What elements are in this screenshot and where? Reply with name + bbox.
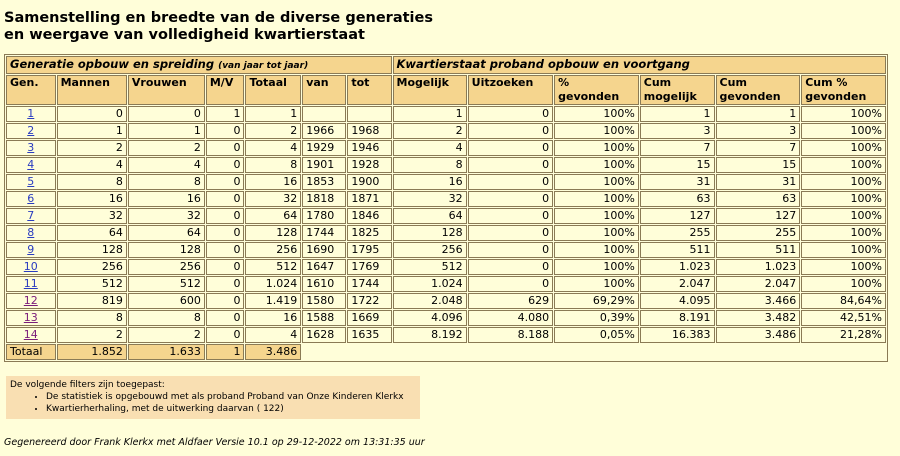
cell-cum-mog: 15	[640, 157, 715, 173]
cell-uitzoeken: 0	[468, 157, 553, 173]
cell-uitzoeken: 629	[468, 293, 553, 309]
cell-tot: 1722	[347, 293, 391, 309]
cell-totaal: 1	[245, 106, 301, 122]
cell-gen	[6, 242, 56, 258]
table-row	[6, 327, 886, 343]
table-row	[6, 123, 886, 139]
cell-tot: 1669	[347, 310, 391, 326]
col-header-cum-pct-line2: gevonden	[805, 90, 867, 103]
cell-cum-pct: 42,51%	[801, 310, 886, 326]
cell-totaal: 1.419	[245, 293, 301, 309]
col-header-totaal: Totaal	[245, 75, 301, 105]
cell-van: 1966	[302, 123, 346, 139]
cell-totaal: 4	[245, 140, 301, 156]
cell-cum-gev: 3.466	[716, 293, 801, 309]
cell-cum-mog: 1	[640, 106, 715, 122]
cell-gen	[6, 276, 56, 292]
cell-mannen: 64	[57, 225, 127, 241]
total-mannen: 1.852	[57, 344, 127, 360]
group-header-kwartierstaat	[393, 56, 887, 74]
cell-pct: 100%	[554, 191, 639, 207]
cell-totaal: 8	[245, 157, 301, 173]
generation-link[interactable]: 14	[23, 328, 38, 341]
cell-vrouwen: 128	[128, 242, 205, 258]
cell-cum-gev: 255	[716, 225, 801, 241]
cell-cum-pct: 100%	[801, 191, 886, 207]
table-body	[6, 106, 886, 343]
cell-mv: 0	[206, 140, 245, 156]
cell-mv: 0	[206, 157, 245, 173]
cell-vrouwen: 512	[128, 276, 205, 292]
cell-vrouwen: 1	[128, 123, 205, 139]
generation-link[interactable]: 5	[27, 175, 35, 188]
cell-cum-pct: 84,64%	[801, 293, 886, 309]
cell-van: 1901	[302, 157, 346, 173]
cell-mogelijk: 4	[393, 140, 467, 156]
col-header-cum-gevonden-line2: gevonden	[719, 90, 781, 103]
cell-pct: 100%	[554, 276, 639, 292]
cell-vrouwen: 2	[128, 140, 205, 156]
cell-gen	[6, 157, 56, 173]
cell-van: 1628	[302, 327, 346, 343]
cell-vrouwen: 0	[128, 106, 205, 122]
generation-link[interactable]: 3	[27, 141, 35, 154]
col-header-cum-gevonden-line1: Cum	[719, 76, 747, 89]
col-header-pct-gevonden-line2: gevonden	[558, 90, 620, 103]
cell-mogelijk: 2.048	[393, 293, 467, 309]
table-row	[6, 259, 886, 275]
total-mv: 1	[206, 344, 245, 360]
cell-mannen: 819	[57, 293, 127, 309]
generation-link[interactable]: 10	[23, 260, 38, 273]
cell-pct: 100%	[554, 157, 639, 173]
cell-mannen: 0	[57, 106, 127, 122]
cell-vrouwen: 256	[128, 259, 205, 275]
col-header-van: van	[302, 75, 346, 105]
cell-totaal: 256	[245, 242, 301, 258]
cell-gen	[6, 259, 56, 275]
cell-vrouwen: 32	[128, 208, 205, 224]
cell-gen	[6, 327, 56, 343]
total-totaal: 3.486	[245, 344, 301, 360]
cell-van: 1744	[302, 225, 346, 241]
cell-mv: 1	[206, 106, 245, 122]
cell-uitzoeken: 0	[468, 140, 553, 156]
cell-pct: 0,39%	[554, 310, 639, 326]
col-header-cum-mogelijk	[640, 75, 715, 105]
cell-uitzoeken: 0	[468, 225, 553, 241]
cell-van: 1853	[302, 174, 346, 190]
cell-totaal: 16	[245, 174, 301, 190]
cell-cum-pct: 100%	[801, 225, 886, 241]
cell-cum-pct: 100%	[801, 123, 886, 139]
cell-uitzoeken: 0	[468, 259, 553, 275]
cell-mannen: 16	[57, 191, 127, 207]
cell-pct: 100%	[554, 106, 639, 122]
generation-link[interactable]: 11	[23, 277, 38, 290]
cell-cum-gev: 3.482	[716, 310, 801, 326]
cell-mannen: 2	[57, 140, 127, 156]
cell-mannen: 4	[57, 157, 127, 173]
table-row	[6, 106, 886, 122]
col-header-vrouwen: Vrouwen	[128, 75, 205, 105]
group-header-kwartierstaat-label: Kwartierstaat proband opbouw en voortgang	[396, 57, 690, 71]
cell-mannen: 8	[57, 310, 127, 326]
cell-mannen: 2	[57, 327, 127, 343]
cell-van: 1780	[302, 208, 346, 224]
generation-link[interactable]: 13	[23, 311, 38, 324]
cell-mogelijk: 16	[393, 174, 467, 190]
total-label: Totaal	[6, 344, 56, 360]
cell-mannen: 32	[57, 208, 127, 224]
cell-mv: 0	[206, 225, 245, 241]
cell-van	[302, 106, 346, 122]
filter-item: • De statistiek is opgebouwd met als proband Proband van Onze Kinderen Klerkx	[46, 391, 404, 403]
cell-cum-gev: 511	[716, 242, 801, 258]
cell-mogelijk: 2	[393, 123, 467, 139]
cell-cum-gev: 1	[716, 106, 801, 122]
generation-link[interactable]: 6	[27, 192, 35, 205]
cell-mogelijk: 1.024	[393, 276, 467, 292]
col-header-cum-pct-line1: Cum %	[805, 76, 848, 89]
cell-mannen: 1	[57, 123, 127, 139]
cell-gen	[6, 293, 56, 309]
col-header-uitzoeken: Uitzoeken	[468, 75, 553, 105]
cell-uitzoeken: 0	[468, 106, 553, 122]
col-header-cum-gevonden	[716, 75, 801, 105]
cell-vrouwen: 4	[128, 157, 205, 173]
cell-pct: 100%	[554, 242, 639, 258]
cell-cum-gev: 15	[716, 157, 801, 173]
col-header-cum-mogelijk-line2: mogelijk	[643, 90, 697, 103]
generation-link[interactable]: 1	[27, 107, 35, 120]
cell-cum-gev: 3	[716, 123, 801, 139]
table-row	[6, 140, 886, 156]
col-header-pct-gevonden-line1: %	[558, 76, 570, 89]
cell-tot: 1928	[347, 157, 391, 173]
cell-mv: 0	[206, 123, 245, 139]
cell-mv: 0	[206, 208, 245, 224]
generation-link[interactable]: 7	[27, 209, 35, 222]
cell-pct: 69,29%	[554, 293, 639, 309]
cell-vrouwen: 64	[128, 225, 205, 241]
cell-pct: 100%	[554, 208, 639, 224]
cell-mv: 0	[206, 276, 245, 292]
cell-cum-mog: 3	[640, 123, 715, 139]
generation-link[interactable]: 12	[23, 294, 38, 307]
cell-totaal: 16	[245, 310, 301, 326]
total-vrouwen: 1.633	[128, 344, 205, 360]
cell-van: 1929	[302, 140, 346, 156]
cell-cum-pct: 100%	[801, 208, 886, 224]
cell-mv: 0	[206, 259, 245, 275]
table-row	[6, 191, 886, 207]
cell-tot: 1968	[347, 123, 391, 139]
generation-link[interactable]: 9	[27, 243, 35, 256]
cell-tot: 1900	[347, 174, 391, 190]
cell-mannen: 512	[57, 276, 127, 292]
cell-vrouwen: 16	[128, 191, 205, 207]
cell-uitzoeken: 0	[468, 191, 553, 207]
cell-van: 1690	[302, 242, 346, 258]
cell-mannen: 8	[57, 174, 127, 190]
cell-totaal: 64	[245, 208, 301, 224]
cell-cum-mog: 8.191	[640, 310, 715, 326]
cell-pct: 0,05%	[554, 327, 639, 343]
table-row	[6, 242, 886, 258]
cell-tot: 1825	[347, 225, 391, 241]
cell-cum-gev: 63	[716, 191, 801, 207]
table-row	[6, 293, 886, 309]
table-row	[6, 208, 886, 224]
cell-uitzoeken: 4.080	[468, 310, 553, 326]
cell-totaal: 512	[245, 259, 301, 275]
cell-mogelijk: 512	[393, 259, 467, 275]
cell-tot: 1871	[347, 191, 391, 207]
cell-vrouwen: 8	[128, 310, 205, 326]
cell-tot: 1946	[347, 140, 391, 156]
cell-van: 1580	[302, 293, 346, 309]
cell-totaal: 32	[245, 191, 301, 207]
generation-link[interactable]: 2	[27, 124, 35, 137]
cell-mogelijk: 8	[393, 157, 467, 173]
cell-mogelijk: 1	[393, 106, 467, 122]
cell-cum-pct: 100%	[801, 106, 886, 122]
cell-cum-pct: 100%	[801, 157, 886, 173]
cell-tot	[347, 106, 391, 122]
group-header-generatie-label: Generatie opbouw en spreiding	[10, 57, 215, 71]
cell-totaal: 4	[245, 327, 301, 343]
cell-cum-gev: 1.023	[716, 259, 801, 275]
cell-cum-mog: 63	[640, 191, 715, 207]
cell-cum-mog: 2.047	[640, 276, 715, 292]
col-header-mogelijk: Mogelijk	[393, 75, 467, 105]
cell-uitzoeken: 0	[468, 123, 553, 139]
table-row	[6, 225, 886, 241]
generation-table	[4, 54, 888, 362]
generation-link[interactable]: 8	[27, 226, 35, 239]
cell-cum-pct: 100%	[801, 242, 886, 258]
cell-cum-pct: 21,28%	[801, 327, 886, 343]
cell-pct: 100%	[554, 174, 639, 190]
cell-cum-gev: 2.047	[716, 276, 801, 292]
cell-cum-mog: 4.095	[640, 293, 715, 309]
cell-gen	[6, 310, 56, 326]
cell-mogelijk: 128	[393, 225, 467, 241]
col-header-pct-gevonden	[554, 75, 639, 105]
cell-cum-gev: 127	[716, 208, 801, 224]
cell-tot: 1635	[347, 327, 391, 343]
cell-cum-mog: 31	[640, 174, 715, 190]
cell-vrouwen: 2	[128, 327, 205, 343]
filters-box	[6, 376, 420, 419]
filter-item: • Kwartierherhaling, met de uitwerking daarvan ( 122)	[46, 403, 404, 415]
cell-pct: 100%	[554, 123, 639, 139]
cell-pct: 100%	[554, 140, 639, 156]
generated-by-footer: Gegenereerd door Frank Klerkx met Aldfaer Versie 10.1 op 29-12-2022 om 13:31:35 uur	[4, 437, 425, 448]
cell-gen	[6, 208, 56, 224]
cell-cum-gev: 31	[716, 174, 801, 190]
cell-tot: 1795	[347, 242, 391, 258]
cell-cum-mog: 255	[640, 225, 715, 241]
table-row	[6, 157, 886, 173]
col-header-tot: tot	[347, 75, 391, 105]
cell-van: 1588	[302, 310, 346, 326]
col-header-gen: Gen.	[6, 75, 56, 105]
cell-cum-pct: 100%	[801, 259, 886, 275]
cell-mv: 0	[206, 310, 245, 326]
col-header-cum-mogelijk-line1: Cum	[643, 76, 672, 89]
cell-mv: 0	[206, 327, 245, 343]
filters-list	[10, 391, 404, 415]
cell-totaal: 1.024	[245, 276, 301, 292]
cell-mannen: 128	[57, 242, 127, 258]
cell-uitzoeken: 0	[468, 242, 553, 258]
cell-cum-mog: 1.023	[640, 259, 715, 275]
cell-mv: 0	[206, 174, 245, 190]
cell-mogelijk: 32	[393, 191, 467, 207]
cell-uitzoeken: 0	[468, 174, 553, 190]
col-header-mannen: Mannen	[57, 75, 127, 105]
table-row	[6, 276, 886, 292]
table-row	[6, 310, 886, 326]
cell-gen	[6, 191, 56, 207]
col-header-mv: M/V	[206, 75, 245, 105]
cell-gen	[6, 123, 56, 139]
group-header-generatie	[6, 56, 392, 74]
cell-uitzoeken: 0	[468, 276, 553, 292]
cell-mogelijk: 8.192	[393, 327, 467, 343]
cell-gen	[6, 140, 56, 156]
cell-mogelijk: 256	[393, 242, 467, 258]
cell-gen	[6, 106, 56, 122]
cell-cum-pct: 100%	[801, 174, 886, 190]
cell-cum-mog: 127	[640, 208, 715, 224]
cell-vrouwen: 8	[128, 174, 205, 190]
cell-van: 1818	[302, 191, 346, 207]
cell-cum-mog: 16.383	[640, 327, 715, 343]
cell-uitzoeken: 0	[468, 208, 553, 224]
cell-vrouwen: 600	[128, 293, 205, 309]
generation-link[interactable]: 4	[27, 158, 35, 171]
cell-uitzoeken: 8.188	[468, 327, 553, 343]
cell-cum-gev: 3.486	[716, 327, 801, 343]
col-header-cum-pct	[801, 75, 886, 105]
cell-cum-pct: 100%	[801, 276, 886, 292]
total-row	[6, 344, 886, 360]
cell-tot: 1846	[347, 208, 391, 224]
cell-gen	[6, 225, 56, 241]
filters-intro: De volgende filters zijn toegepast:	[10, 380, 165, 390]
cell-gen	[6, 174, 56, 190]
cell-mv: 0	[206, 191, 245, 207]
cell-van: 1610	[302, 276, 346, 292]
cell-mogelijk: 64	[393, 208, 467, 224]
title-line-2: en weergave van volledigheid kwartierstaat	[4, 27, 365, 43]
cell-cum-mog: 511	[640, 242, 715, 258]
cell-van: 1647	[302, 259, 346, 275]
cell-cum-pct: 100%	[801, 140, 886, 156]
cell-cum-mog: 7	[640, 140, 715, 156]
cell-pct: 100%	[554, 259, 639, 275]
cell-mv: 0	[206, 242, 245, 258]
column-header-row	[6, 75, 886, 105]
cell-mogelijk: 4.096	[393, 310, 467, 326]
cell-totaal: 2	[245, 123, 301, 139]
cell-cum-gev: 7	[716, 140, 801, 156]
total-row-spacer	[302, 344, 886, 360]
cell-tot: 1744	[347, 276, 391, 292]
table-row	[6, 174, 886, 190]
cell-tot: 1769	[347, 259, 391, 275]
page-title	[4, 10, 900, 44]
title-line-1: Samenstelling en breedte van de diverse generaties	[4, 10, 433, 26]
group-header-generatie-note: (van jaar tot jaar)	[218, 61, 309, 71]
cell-totaal: 128	[245, 225, 301, 241]
cell-mv: 0	[206, 293, 245, 309]
cell-mannen: 256	[57, 259, 127, 275]
cell-pct: 100%	[554, 225, 639, 241]
group-header-row	[6, 56, 886, 74]
